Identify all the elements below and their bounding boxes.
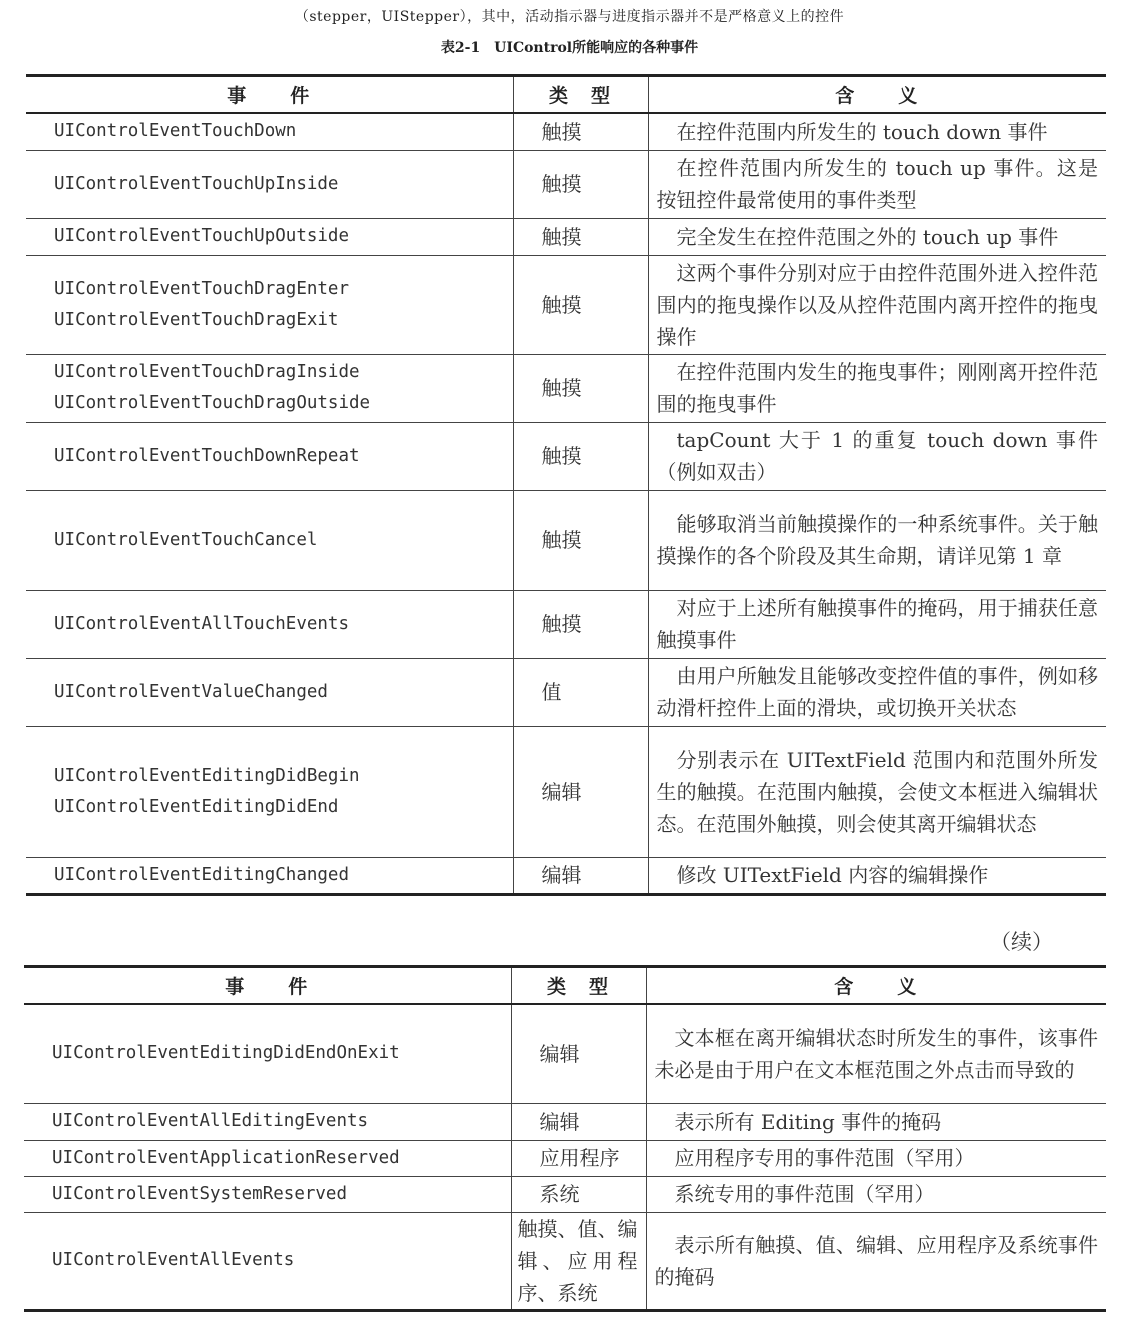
meaning-cell xyxy=(648,422,1106,490)
type-cell: 触摸 xyxy=(513,590,648,658)
event-cell xyxy=(26,150,513,218)
type-cell: 系统 xyxy=(511,1176,646,1212)
event-name: UIControlEventAllTouchEvents xyxy=(54,613,350,634)
meaning-cell xyxy=(648,490,1106,590)
events-table-continued xyxy=(24,965,1106,1312)
event-name: UIControlEventTouchDownRepeat xyxy=(54,445,360,466)
table-row xyxy=(26,726,1106,857)
intro-text: （stepper，UIStepper），其中，活动指示器与进度指示器并不是严格意义上的控件 xyxy=(294,9,845,25)
type-cell: 触摸 xyxy=(513,354,648,422)
meaning-text: 在控件范围内所发生的 touch up 事件。这是按钮控件最常使用的事件类型 xyxy=(656,156,1098,212)
meaning-cell xyxy=(648,590,1106,658)
events-table xyxy=(26,74,1106,896)
event-name: UIControlEventEditingDidEnd xyxy=(54,796,339,817)
type-cell: 触摸、值、编辑、应用程序、系统 xyxy=(511,1212,646,1310)
table-row xyxy=(26,490,1106,590)
type-cell: 编辑 xyxy=(513,857,648,894)
meaning-cell xyxy=(646,1176,1106,1212)
meaning-cell xyxy=(648,113,1106,150)
event-name: UIControlEventTouchUpOutside xyxy=(54,226,350,246)
meaning-cell xyxy=(648,218,1106,255)
meaning-cell xyxy=(648,255,1106,354)
event-cell xyxy=(26,490,513,590)
event-name: UIControlEventTouchDragInside xyxy=(54,362,360,382)
meaning-text: 在控件范围内发生的拖曳事件；刚刚离开控件范围的拖曳事件 xyxy=(656,360,1098,416)
header-event: 事 件 xyxy=(24,967,511,1005)
meaning-text: 表示所有触摸、值、编辑、应用程序及系统事件的掩码 xyxy=(654,1232,1098,1289)
event-name: UIControlEventEditingChanged xyxy=(54,864,350,885)
event-cell xyxy=(26,113,513,150)
event-cell xyxy=(24,1103,511,1140)
event-name: UIControlEventSystemReserved xyxy=(52,1183,348,1204)
type-cell: 触摸 xyxy=(513,255,648,354)
meaning-text: 系统专用的事件范围（罕用） xyxy=(674,1182,935,1206)
event-cell xyxy=(26,726,513,857)
event-name: UIControlEventEditingDidEndOnExit xyxy=(52,1043,400,1064)
event-cell xyxy=(24,1004,511,1103)
table-row xyxy=(26,113,1106,150)
table-row xyxy=(24,1140,1106,1176)
header-event: 事 件 xyxy=(26,76,513,114)
event-name: UIControlEventAllEditingEvents xyxy=(52,1111,369,1131)
event-name: UIControlEventAllEvents xyxy=(52,1250,295,1270)
type-cell: 触摸 xyxy=(513,218,648,255)
table-header-row xyxy=(24,967,1106,1005)
meaning-cell xyxy=(646,1004,1106,1103)
event-cell xyxy=(26,354,513,422)
event-name: UIControlEventTouchDragExit xyxy=(54,309,339,330)
table-row xyxy=(26,857,1106,894)
table-row xyxy=(26,590,1106,658)
table-caption: 表2-1 UIControl所能响应的各种事件 xyxy=(440,40,699,56)
meaning-cell xyxy=(646,1140,1106,1176)
event-name: UIControlEventTouchUpInside xyxy=(54,173,339,194)
header-meaning: 含 义 xyxy=(648,76,1106,114)
event-name: UIControlEventTouchDragEnter xyxy=(54,278,350,299)
meaning-cell xyxy=(648,658,1106,726)
event-cell xyxy=(26,857,513,894)
meaning-text: 分别表示在 UITextField 范围内和范围外所发生的触摸。在范围内触摸，会使文本框进入编辑状态。在范围外触摸，则会使其离开编辑状态 xyxy=(656,747,1098,836)
type-cell: 编辑 xyxy=(513,726,648,857)
header-meaning: 含 义 xyxy=(646,967,1106,1005)
table-row xyxy=(26,658,1106,726)
event-cell xyxy=(24,1140,511,1176)
event-cell xyxy=(26,255,513,354)
event-name: UIControlEventEditingDidBegin xyxy=(54,765,360,786)
type-cell: 触摸 xyxy=(513,150,648,218)
event-cell xyxy=(26,590,513,658)
event-cell xyxy=(26,218,513,255)
event-cell xyxy=(26,658,513,726)
event-name: UIControlEventApplicationReserved xyxy=(52,1147,400,1168)
type-cell: 应用程序 xyxy=(511,1140,646,1176)
type-cell: 触摸 xyxy=(513,490,648,590)
meaning-text: 由用户所触发且能够改变控件值的事件，例如移动滑杆控件上面的滑块，或切换开关状态 xyxy=(656,664,1098,720)
meaning-text: 对应于上述所有触摸事件的掩码，用于捕获任意触摸事件 xyxy=(656,596,1098,652)
meaning-text: 能够取消当前触摸操作的一种系统事件。关于触摸操作的各个阶段及其生命期，请详见第 1 章 xyxy=(656,512,1098,568)
event-name: UIControlEventValueChanged xyxy=(54,681,328,702)
event-name: UIControlEventTouchDown xyxy=(54,121,297,142)
header-type: 类 型 xyxy=(513,76,648,114)
table-row xyxy=(24,1212,1106,1310)
meaning-cell xyxy=(648,354,1106,422)
meaning-cell xyxy=(646,1212,1106,1310)
meaning-text: 完全发生在控件范围之外的 touch up 事件 xyxy=(676,224,1059,249)
meaning-text: 这两个事件分别对应于由控件范围外进入控件范围内的拖曳操作以及从控件范围内离开控件的拖曳操作 xyxy=(656,260,1098,349)
meaning-text: tapCount 大于 1 的重复 touch down 事件（例如双击） xyxy=(656,428,1098,484)
table-row xyxy=(24,1004,1106,1103)
type-cell: 触摸 xyxy=(513,422,648,490)
meaning-text: 表示所有 Editing 事件的掩码 xyxy=(674,1109,942,1134)
header-type: 类 型 xyxy=(511,967,646,1005)
table-row xyxy=(26,218,1106,255)
type-cell: 触摸 xyxy=(513,113,648,150)
table-row xyxy=(24,1103,1106,1140)
meaning-cell xyxy=(648,857,1106,894)
type-cell: 编辑 xyxy=(511,1103,646,1140)
meaning-text: 应用程序专用的事件范围（罕用） xyxy=(674,1146,975,1170)
table-row xyxy=(24,1176,1106,1212)
table-row xyxy=(26,422,1106,490)
meaning-cell xyxy=(648,726,1106,857)
event-cell xyxy=(24,1176,511,1212)
meaning-cell xyxy=(646,1103,1106,1140)
meaning-text: 文本框在离开编辑状态时所发生的事件，该事件未必是由于用户在文本框范围之外点击而导致的 xyxy=(654,1025,1098,1082)
type-cell: 值 xyxy=(513,658,648,726)
table-row xyxy=(26,354,1106,422)
continued-label: （续） xyxy=(990,930,1053,954)
table-header-row xyxy=(26,76,1106,114)
table-row xyxy=(26,150,1106,218)
event-name: UIControlEventTouchDragOutside xyxy=(54,393,371,413)
event-cell xyxy=(26,422,513,490)
meaning-cell xyxy=(648,150,1106,218)
event-name: UIControlEventTouchCancel xyxy=(54,529,318,550)
type-cell: 编辑 xyxy=(511,1004,646,1103)
meaning-text: 在控件范围内所发生的 touch down 事件 xyxy=(676,119,1048,144)
meaning-text: 修改 UITextField 内容的编辑操作 xyxy=(676,863,989,887)
event-cell xyxy=(24,1212,511,1310)
table-row xyxy=(26,255,1106,354)
